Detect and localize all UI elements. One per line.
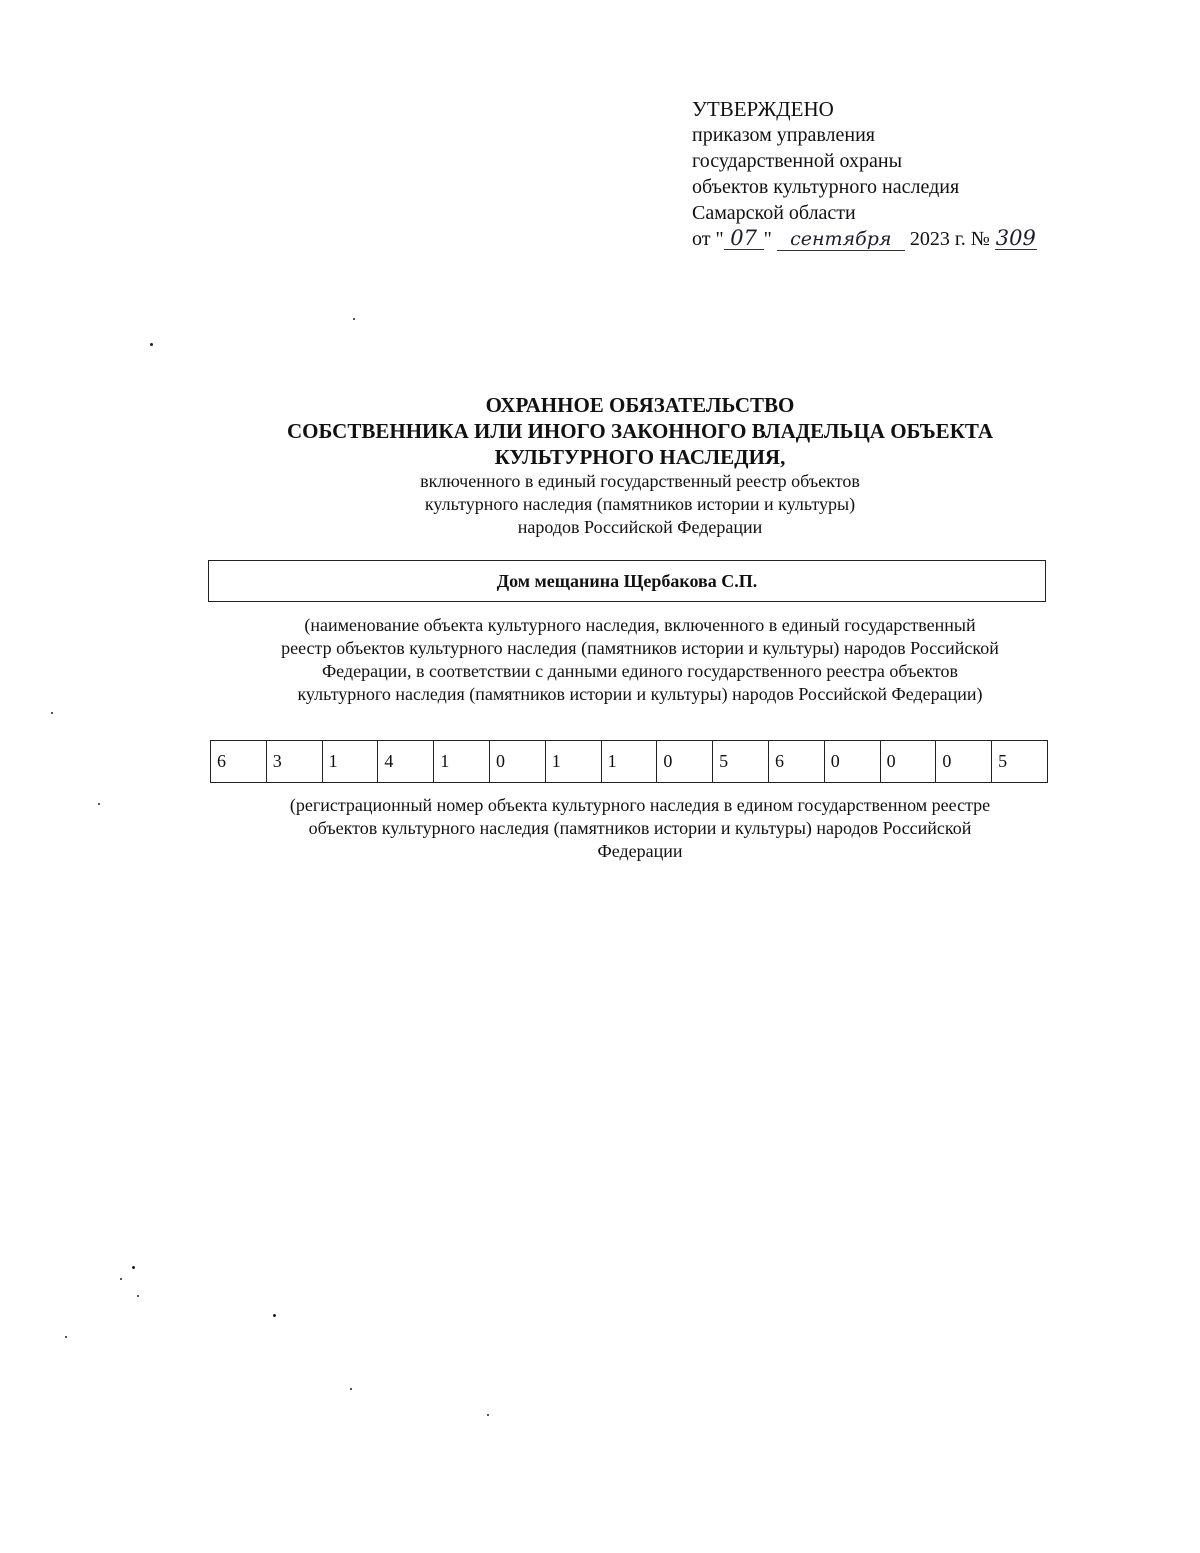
subtitle-line: включенного в единый государственный реестр объектов <box>420 471 860 491</box>
registration-digit-cell: 5 <box>992 741 1048 783</box>
registration-digit-cell: 0 <box>489 741 545 783</box>
caption-line: (регистрационный номер объекта культурного наследия в едином государственном реестре <box>289 795 991 815</box>
registration-digit-cell: 0 <box>824 741 880 783</box>
scan-speck <box>150 343 153 346</box>
approval-line: приказом управления <box>692 124 875 146</box>
registration-number-row <box>211 741 1048 783</box>
document-title <box>0 392 1200 539</box>
registration-digit-cell: 1 <box>601 741 657 783</box>
registration-digit-cell: 6 <box>211 741 267 783</box>
caption-line: объектов культурного наследия (памятников истории и культуры) народов Российской <box>308 818 972 838</box>
title-line: КУЛЬТУРНОГО НАСЛЕДИЯ, <box>494 445 786 469</box>
object-name-caption <box>200 614 1080 706</box>
object-name: Дом мещанина Щербакова С.П. <box>496 570 758 591</box>
scan-speck <box>350 1388 352 1390</box>
approval-line: объектов культурного наследия <box>692 176 960 198</box>
caption-line: Федерации, в соответствии с данными единого государственного реестра объектов <box>321 661 959 681</box>
scan-speck <box>487 1414 489 1416</box>
registration-digit-cell: 0 <box>880 741 936 783</box>
scan-speck <box>132 1266 135 1269</box>
registration-number-caption <box>200 794 1080 863</box>
handwritten-day: 07 <box>724 227 764 250</box>
approval-date-line <box>692 226 1162 252</box>
approval-line: Самарской области <box>692 202 856 224</box>
registration-digit-cell: 4 <box>378 741 434 783</box>
scan-speck <box>273 1314 276 1317</box>
registration-digit-cell: 3 <box>266 741 322 783</box>
subtitle-line: культурного наследия (памятников истории и культуры) <box>424 494 856 514</box>
caption-line: Федерации <box>597 841 683 861</box>
scan-speck <box>65 1336 67 1338</box>
registration-digit-cell: 5 <box>713 741 769 783</box>
scan-speck <box>137 1295 139 1297</box>
scan-speck <box>353 318 355 320</box>
title-line: СОБСТВЕННИКА ИЛИ ИНОГО ЗАКОННОГО ВЛАДЕЛЬЦА ОБЪЕКТА <box>286 419 994 443</box>
handwritten-month: сентября <box>777 228 905 251</box>
subtitle-line: народов Российской Федерации <box>517 517 763 537</box>
approval-heading: УТВЕРЖДЕНО <box>692 97 834 121</box>
registration-digit-cell: 6 <box>768 741 824 783</box>
registration-digit-cell: 1 <box>322 741 378 783</box>
scan-speck <box>120 1278 122 1280</box>
caption-line: реестр объектов культурного наследия (памятников истории и культуры) народов Российской <box>281 638 999 658</box>
registration-digit-cell: 1 <box>434 741 490 783</box>
registration-digit-cell: 1 <box>545 741 601 783</box>
registration-number-table <box>210 740 1048 783</box>
date-year-text: 2023 г. № <box>909 228 990 250</box>
object-name-box <box>208 560 1046 602</box>
date-prefix: от " <box>692 228 724 250</box>
caption-line: культурного наследия (памятников истории и культуры) народов Российской Федерации) <box>297 684 983 704</box>
registration-digit-cell: 0 <box>657 741 713 783</box>
scan-speck <box>51 712 53 714</box>
approval-stamp-block <box>692 96 1162 252</box>
approval-line: государственной охраны <box>692 150 903 172</box>
handwritten-order-number: 309 <box>995 226 1036 250</box>
caption-line: (наименование объекта культурного наследия, включенного в единый государственный <box>304 615 976 635</box>
date-quote: " <box>763 228 772 250</box>
registration-digit-cell: 0 <box>936 741 992 783</box>
scan-speck <box>98 803 100 805</box>
title-line: ОХРАННОЕ ОБЯЗАТЕЛЬСТВО <box>485 393 795 417</box>
